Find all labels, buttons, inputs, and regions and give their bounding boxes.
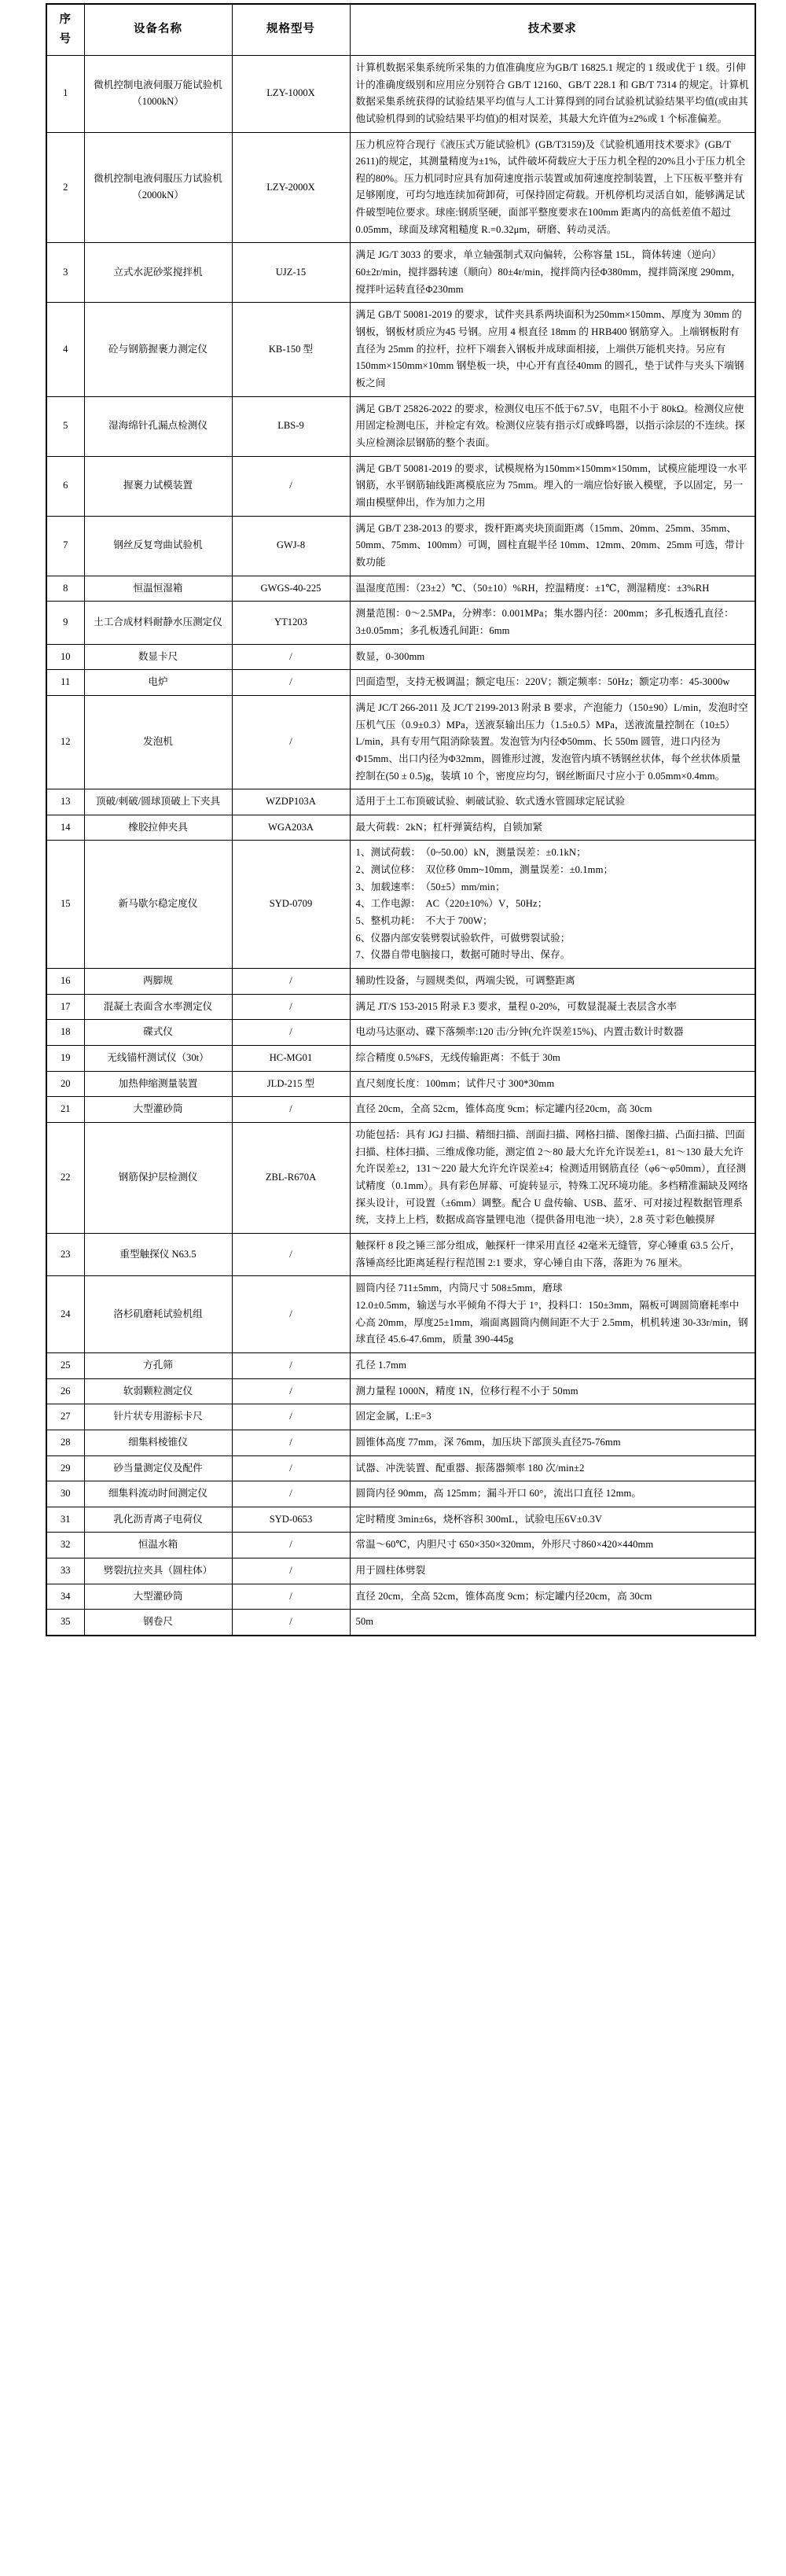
- table-row: [46, 303, 755, 396]
- cell-model: /: [232, 1276, 350, 1353]
- cell-equipment-name: 无线锚杆测试仪（30t）: [84, 1046, 232, 1072]
- cell-index: 30: [46, 1481, 84, 1507]
- table-row: [46, 1507, 755, 1533]
- cell-technical-requirement: 50m: [350, 1610, 755, 1636]
- cell-equipment-name: 大型灌砂筒: [84, 1097, 232, 1123]
- cell-model: /: [232, 1455, 350, 1481]
- cell-index: 27: [46, 1404, 84, 1430]
- cell-equipment-name: 针片状专用游标卡尺: [84, 1404, 232, 1430]
- cell-index: 15: [46, 841, 84, 969]
- cell-equipment-name: 软弱颗粒测定仪: [84, 1378, 232, 1404]
- cell-technical-requirement: 辅助性设备，与圆规类似，两端尖锐，可调整距离: [350, 969, 755, 995]
- cell-equipment-name: 两脚规: [84, 969, 232, 995]
- spec-line: 3、加载速率： （50±5）mm/min；: [355, 881, 505, 892]
- cell-technical-requirement: 测量范围：0～2.5MPa，分辨率：0.001MPa；集水器内径：200mm；多孔板透孔直径：3±0.05mm；多孔板透孔间距：6mm: [350, 602, 755, 644]
- cell-technical-requirement: 直径 20cm，全高 52cm，锥体高度 9cm；标定罐内径20cm，高 30cm: [350, 1584, 755, 1610]
- spec-line: 2、测试位移： 双位移 0mm~10mm，测量误差：±0.1mm；: [355, 864, 614, 876]
- table-row: [46, 1558, 755, 1584]
- cell-index: 19: [46, 1046, 84, 1072]
- table-row: [46, 1123, 755, 1234]
- cell-model: GWGS-40-225: [232, 576, 350, 602]
- cell-index: 8: [46, 576, 84, 602]
- table-row: [46, 1020, 755, 1046]
- cell-index: 25: [46, 1352, 84, 1378]
- spec-line: 4、工作电源： AC（220±10%）V，50Hz；: [355, 898, 548, 910]
- cell-technical-requirement: 数显，0-300mm: [350, 644, 755, 670]
- table-row: [46, 1046, 755, 1072]
- cell-index: 31: [46, 1507, 84, 1533]
- cell-index: 4: [46, 303, 84, 396]
- cell-index: 35: [46, 1610, 84, 1636]
- table-row: [46, 1352, 755, 1378]
- cell-index: 26: [46, 1378, 84, 1404]
- table-row: [46, 1584, 755, 1610]
- cell-index: 18: [46, 1020, 84, 1046]
- cell-technical-requirement: 常温～60℃，内胆尺寸 650×350×320mm，外形尺寸860×420×440mm: [350, 1533, 755, 1558]
- cell-index: 2: [46, 132, 84, 243]
- cell-model: LZY-2000X: [232, 132, 350, 243]
- cell-technical-requirement: 满足 JT/S 153-2015 附录 F.3 要求，量程 0-20%，可数显混凝土表层含水率: [350, 994, 755, 1020]
- table-row: [46, 456, 755, 516]
- cell-index: 14: [46, 815, 84, 841]
- table-header: [46, 4, 755, 55]
- cell-index: 23: [46, 1233, 84, 1275]
- cell-technical-requirement: 满足 GB/T 50081-2019 的要求，试模规格为150mm×150mm×150mm，试模应能埋设一水平钢筋，水平钢筋轴线距离模底应为 75mm。埋入的一端应恰好嵌入模壁，予以固定，另一端由模壁伸出，作为加力之用: [350, 456, 755, 516]
- cell-equipment-name: 新马歇尔稳定度仪: [84, 841, 232, 969]
- table-row: [46, 1276, 755, 1353]
- table-row: [46, 576, 755, 602]
- cell-equipment-name: 砼与钢筋握裹力测定仪: [84, 303, 232, 396]
- cell-technical-requirement: 最大荷载：2kN；杠杆弹簧结构，自锁加紧: [350, 815, 755, 841]
- cell-technical-requirement: 满足 GB/T 238-2013 的要求，拨杆距离夹块顶面距离（15mm、20mm、25mm、35mm、50mm、75mm、100mm）可调，圆柱直辊半径 10mm、12mm、20mm、25mm 可选，带计数功能: [350, 516, 755, 576]
- cell-index: 28: [46, 1430, 84, 1455]
- cell-equipment-name: 顶破/刺破/圆球顶破上下夹具: [84, 789, 232, 815]
- cell-model: WZDP103A: [232, 789, 350, 815]
- cell-index: 16: [46, 969, 84, 995]
- cell-index: 7: [46, 516, 84, 576]
- cell-index: 17: [46, 994, 84, 1020]
- cell-index: 1: [46, 55, 84, 132]
- table-row: [46, 670, 755, 696]
- cell-index: 29: [46, 1455, 84, 1481]
- cell-technical-requirement: 满足 JC/T 266-2011 及 JC/T 2199-2013 附录 B 要求，产泡能力（150±90）L/min，发泡时空压机气压（0.9±0.3）MPa，送液泵输出压力（1.5±0.5）MPa，送液流量控制在（10±5）L/min，具有专用气阻消除装置。发泡管为内径Φ50mm、长 550m 圆管，进口内径为Φ15mm、出口内径为Φ32mm，圆锥形过渡，发泡管内填不锈钢丝状体，每个丝状体质量控制在(50 ± 0.5)g，装填 10 个，密度应均匀，钢丝断面尺寸应小于 0.05mm×0.4mm。: [350, 695, 755, 789]
- cell-index: 11: [46, 670, 84, 696]
- cell-technical-requirement: 计算机数据采集系统所采集的力值准确度应为GB/T 16825.1 规定的 1 级或优于 1 级。引伸计的准确度级别和应用应分别符合 GB/T 12160、GB/T 228.1 和 GB/T 7314 的规定。计算机数据采集系统获得的试验结果平均值与人工计算得到的同台试验机试验结果平均值(或由其他试验机得到的试验结果平均值)的相对误差，其最大允许值为±2%或 1 个标准偏差。: [350, 55, 755, 132]
- cell-model: ZBL-R670A: [232, 1123, 350, 1234]
- table-row: [46, 1533, 755, 1558]
- cell-index: 6: [46, 456, 84, 516]
- cell-index: 13: [46, 789, 84, 815]
- cell-equipment-name: 砂当量测定仪及配件: [84, 1455, 232, 1481]
- cell-equipment-name: 钢卷尺: [84, 1610, 232, 1636]
- spec-line: 5、整机功耗： 不大于 700W；: [355, 915, 493, 927]
- cell-equipment-name: 钢丝反复弯曲试验机: [84, 516, 232, 576]
- cell-equipment-name: 土工合成材料耐静水压测定仪: [84, 602, 232, 644]
- cell-technical-requirement: 用于圆柱体劈裂: [350, 1558, 755, 1584]
- cell-model: /: [232, 456, 350, 516]
- table-row: [46, 969, 755, 995]
- table-row: [46, 396, 755, 456]
- cell-equipment-name: 微机控制电液伺服压力试验机（2000kN）: [84, 132, 232, 243]
- spec-line: 12.0±0.5mm，输送与水平倾角不得大于 1°，投料口：150±3mm，隔板可调圆筒磨耗率中心高 20mm，厚度25±1mm，端面离圆筒内侧间距不大于 2.5mm，机机转速 30-33r/min，钢球直径 45.6-47.6mm，质量 390-445g: [355, 1299, 748, 1345]
- cell-index: 22: [46, 1123, 84, 1234]
- cell-equipment-name: 混凝土表面含水率测定仪: [84, 994, 232, 1020]
- cell-index: 9: [46, 602, 84, 644]
- cell-model: LBS-9: [232, 396, 350, 456]
- cell-model: /: [232, 1558, 350, 1584]
- table-body: [46, 55, 755, 1636]
- cell-equipment-name: 湿海绵针孔漏点检测仪: [84, 396, 232, 456]
- cell-model: /: [232, 1097, 350, 1123]
- table-row: [46, 1455, 755, 1481]
- column-header-index: 序 号: [46, 4, 84, 55]
- cell-technical-requirement: 孔径 1.7mm: [350, 1352, 755, 1378]
- cell-model: SYD-0653: [232, 1507, 350, 1533]
- cell-model: /: [232, 1352, 350, 1378]
- column-header-name: 设备名称: [84, 4, 232, 55]
- cell-model: JLD-215 型: [232, 1071, 350, 1097]
- cell-index: 24: [46, 1276, 84, 1353]
- cell-model: LZY-1000X: [232, 55, 350, 132]
- cell-model: /: [232, 1584, 350, 1610]
- column-header-spec: 技术要求: [350, 4, 755, 55]
- cell-equipment-name: 方孔筛: [84, 1352, 232, 1378]
- table-row: [46, 1610, 755, 1636]
- cell-equipment-name: 恒温水箱: [84, 1533, 232, 1558]
- spec-line: 7、仪器自带电脑接口，数据可随时导出、保存。: [355, 949, 571, 961]
- cell-equipment-name: 大型灌砂筒: [84, 1584, 232, 1610]
- table-row: [46, 243, 755, 303]
- cell-index: 3: [46, 243, 84, 303]
- cell-model: /: [232, 1481, 350, 1507]
- cell-model: YT1203: [232, 602, 350, 644]
- cell-technical-requirement: 功能包括：具有 JGJ 扫描、精细扫描、剖面扫描、网格扫描、图像扫描、凸面扫描、凹面扫描、柱体扫描、三维成像功能，测定值 2～80 最大允许允许误差±1，81～130 最大允许允许误差±2，131～220 最大允许允许误差±4；检测适用钢筋直径（φ6～φ50mm），直径测试精度（0.1mm）。具有彩色屏幕、可旋转显示，特殊工况环境功能。多档精准漏缺及网络探头设计，可设置（±6mm）调整。配合 U 盘传输、USB、蓝牙、可对接过程数据管理系统，支持上上档，数据成高容量锂电池（提供备用电池一块），2.8 英寸彩色触摸屏: [350, 1123, 755, 1234]
- cell-model: /: [232, 1233, 350, 1275]
- cell-equipment-name: 握裹力试模装置: [84, 456, 232, 516]
- cell-equipment-name: 洛杉矶磨耗试验机组: [84, 1276, 232, 1353]
- cell-model: /: [232, 994, 350, 1020]
- table-row: [46, 1378, 755, 1404]
- cell-index: 32: [46, 1533, 84, 1558]
- table-row: [46, 644, 755, 670]
- cell-technical-requirement: 适用于土工布顶破试验、刺破试验、软式透水管圆球定屁试验: [350, 789, 755, 815]
- cell-index: 21: [46, 1097, 84, 1123]
- table-row: [46, 1481, 755, 1507]
- cell-index: 5: [46, 396, 84, 456]
- cell-technical-requirement: 定时精度 3min±6s，烧杯容积 300mL，试验电压6V±0.3V: [350, 1507, 755, 1533]
- table-row: [46, 1097, 755, 1123]
- cell-index: 10: [46, 644, 84, 670]
- table-row: [46, 994, 755, 1020]
- cell-technical-requirement: 直径 20cm，全高 52cm，锥体高度 9cm；标定罐内径20cm，高 30cm: [350, 1097, 755, 1123]
- cell-technical-requirement: 凹面造型，支持无极调温；额定电压：220V；额定频率：50Hz；额定功率：45-3000w: [350, 670, 755, 696]
- cell-technical-requirement: 满足 GB/T 50081-2019 的要求，试件夹具系两块面积为250mm×150mm、厚度为 30mm 的钢板，钢板材质应为45 号钢。应用 4 根直径 18mm 的 HRB400 钢筋穿入。上端钢板附有直径为 25mm 的拉杆，拉杆下端套入钢板并成球面相接，上端供万能机夹持。另应有 150mm×150mm×10mm 钢垫板一块，中心开有直径40mm 的圆孔，垫于试件与夹头下端钢板之间: [350, 303, 755, 396]
- cell-model: KB-150 型: [232, 303, 350, 396]
- cell-technical-requirement: 电动马达驱动、碟下落频率:120 击/分钟(允许误差15%)、内置击数计时数器: [350, 1020, 755, 1046]
- table-row: [46, 789, 755, 815]
- cell-model: /: [232, 644, 350, 670]
- cell-technical-requirement: 固定金属，L:E=3: [350, 1404, 755, 1430]
- cell-model: /: [232, 1610, 350, 1636]
- cell-equipment-name: 钢筋保护层检测仪: [84, 1123, 232, 1234]
- cell-model: /: [232, 695, 350, 789]
- table-row: [46, 815, 755, 841]
- table-header-row: [46, 4, 755, 55]
- cell-technical-requirement: 满足 JG/T 3033 的要求，单立轴强制式双向偏转，公称容量 15L，筒体转速（逆向）60±2r/min，搅拌器转速（顺向）80±4r/min，搅拌筒内径Φ380mm，搅拌筒深度 290mm，搅拌叶运转直径Φ230mm: [350, 243, 755, 303]
- cell-model: SYD-0709: [232, 841, 350, 969]
- table-row: [46, 1404, 755, 1430]
- table-row: [46, 1071, 755, 1097]
- cell-equipment-name: 乳化沥青离子电荷仪: [84, 1507, 232, 1533]
- cell-technical-requirement: 圆锥体高度 77mm，深 76mm，加压块下部顶头直径75-76mm: [350, 1430, 755, 1455]
- cell-equipment-name: 碟式仪: [84, 1020, 232, 1046]
- spec-line: 1、测试荷载： （0~50.00）kN，测量误差：±0.1kN；: [355, 847, 586, 859]
- cell-technical-requirement: 满足 GB/T 25826-2022 的要求，检测仪电压不低于67.5V，电阻不小于 80kΩ。检测仪应使用固定检测电压，并检定有效。检测仪应装有指示灯或蜂鸣器，以指示涂层的不连续。探头应检测涂层钢筋的整个表面。: [350, 396, 755, 456]
- cell-model: /: [232, 1404, 350, 1430]
- cell-equipment-name: 发泡机: [84, 695, 232, 789]
- cell-technical-requirement: 触探杆 8 段之锤三部分组成，触探杆一律采用直径 42毫米无缝管，穿心锤重 63.5 公斤，落锤高经比距离延程行程范围 2:1 要求，穿心锤自由下落，落距为 76 厘米。: [350, 1233, 755, 1275]
- cell-technical-requirement: [350, 1276, 755, 1353]
- table-row: [46, 1430, 755, 1455]
- cell-model: /: [232, 1533, 350, 1558]
- cell-equipment-name: 重型触探仪 N63.5: [84, 1233, 232, 1275]
- cell-equipment-name: 电炉: [84, 670, 232, 696]
- cell-index: 34: [46, 1584, 84, 1610]
- cell-equipment-name: 劈裂抗拉夹具（圆柱体）: [84, 1558, 232, 1584]
- cell-model: WGA203A: [232, 815, 350, 841]
- cell-model: HC-MG01: [232, 1046, 350, 1072]
- cell-equipment-name: 橡胶拉伸夹具: [84, 815, 232, 841]
- cell-equipment-name: 细集料棱锥仪: [84, 1430, 232, 1455]
- cell-model: /: [232, 670, 350, 696]
- cell-model: GWJ-8: [232, 516, 350, 576]
- cell-model: /: [232, 1430, 350, 1455]
- cell-technical-requirement: 综合精度 0.5%FS，无线传输距离：不低于 30m: [350, 1046, 755, 1072]
- spec-line: 6、仪器内部安装劈裂试验软件，可做劈裂试验；: [355, 932, 571, 944]
- equipment-requirements-table: [46, 3, 756, 1636]
- cell-model: /: [232, 1020, 350, 1046]
- table-row: [46, 602, 755, 644]
- cell-technical-requirement: 压力机应符合现行《液压式万能试验机》(GB/T3159)及《试验机通用技术要求》(GB/T 2611)的规定，其测量精度为±1%，试件破坏荷载应大于压力机全程的20%且小于压力机全程的80%。压力机同时应具有加荷速度指示装置或加荷速度控制装置，上下压板平整并有足够刚度，可均匀地连续加荷卸荷，可保持固定荷载。开机停机均灵活自如，能够满足试件破型吨位要求。球座:钢质坚硬，面部平整度要求在100mm 距离内的高低差值不超过 0.05mm，球面及球窝粗糙度 R.=0.32μm，研磨、转动灵活。: [350, 132, 755, 243]
- cell-equipment-name: 细集料流动时间测定仪: [84, 1481, 232, 1507]
- table-row: [46, 516, 755, 576]
- cell-equipment-name: 恒温恒湿箱: [84, 576, 232, 602]
- cell-technical-requirement: 圆筒内径 90mm，高 125mm；漏斗开口 60°，流出口直径 12mm。: [350, 1481, 755, 1507]
- cell-index: 33: [46, 1558, 84, 1584]
- cell-model: UJZ-15: [232, 243, 350, 303]
- spec-line: 圆筒内径 711±5mm，内筒尺寸 508±5mm，磨球: [355, 1282, 563, 1294]
- table-row: [46, 55, 755, 132]
- cell-technical-requirement: 温湿度范围：（23±2）℃、（50±10）%RH，控温精度：±1℃，测湿精度：±3%RH: [350, 576, 755, 602]
- cell-technical-requirement: 测力量程 1000N，精度 1N，位移行程不小于 50mm: [350, 1378, 755, 1404]
- table-row: [46, 132, 755, 243]
- cell-equipment-name: 立式水泥砂浆搅拌机: [84, 243, 232, 303]
- cell-equipment-name: 微机控制电液伺服万能试验机（1000kN）: [84, 55, 232, 132]
- cell-model: /: [232, 1378, 350, 1404]
- table-row: [46, 841, 755, 969]
- cell-technical-requirement: 试器、冲洗装置、配重器、振荡器频率 180 次/min±2: [350, 1455, 755, 1481]
- cell-model: /: [232, 969, 350, 995]
- cell-technical-requirement: [350, 841, 755, 969]
- table-row: [46, 695, 755, 789]
- cell-index: 20: [46, 1071, 84, 1097]
- column-header-model: 规格型号: [232, 4, 350, 55]
- cell-equipment-name: 加热伸缩测量装置: [84, 1071, 232, 1097]
- cell-technical-requirement: 直尺刻度长度：100mm；试件尺寸 300*30mm: [350, 1071, 755, 1097]
- cell-index: 12: [46, 695, 84, 789]
- table-row: [46, 1233, 755, 1275]
- cell-equipment-name: 数显卡尺: [84, 644, 232, 670]
